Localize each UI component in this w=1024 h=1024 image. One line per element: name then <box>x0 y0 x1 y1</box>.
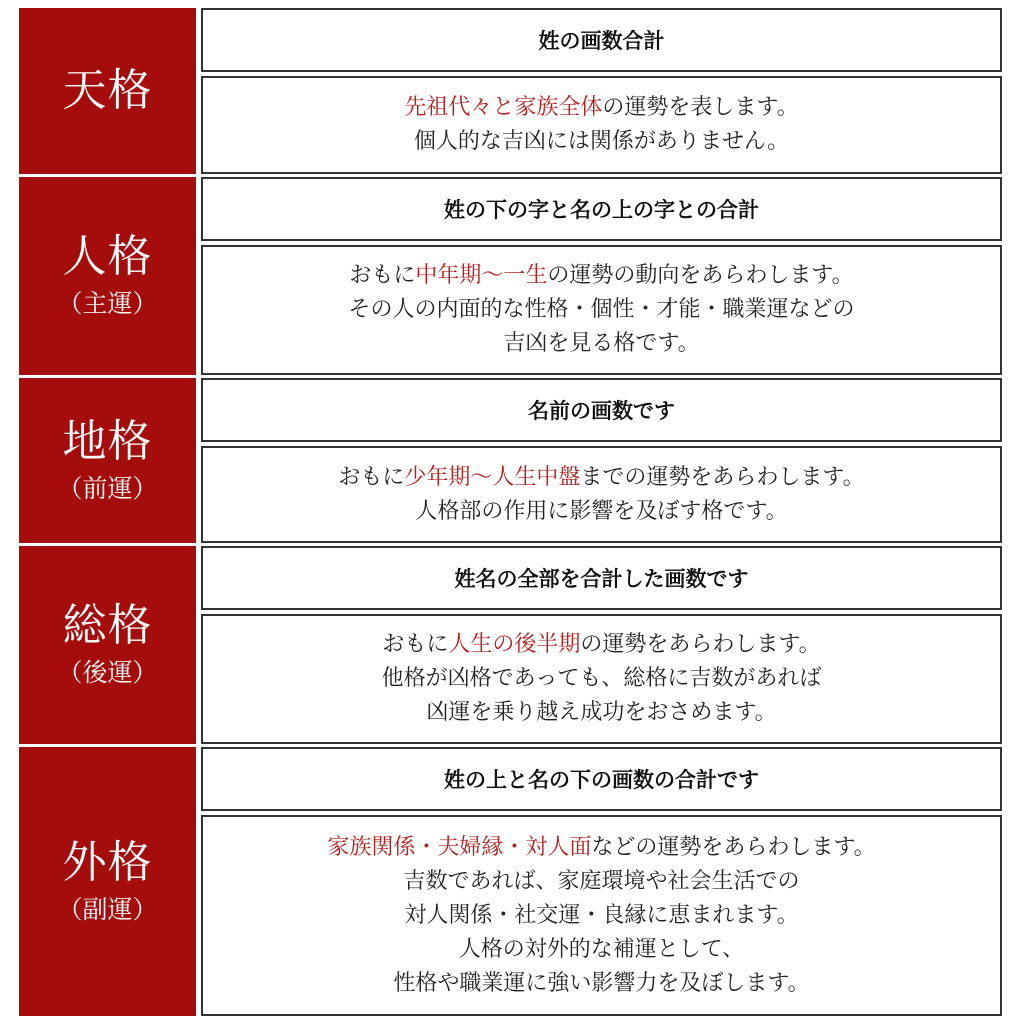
text: 他格が凶格であっても、総格に吉数があれば <box>381 666 822 691</box>
text: の運勢の動向をあらわします。 <box>547 263 854 288</box>
description-line <box>393 967 809 1001</box>
description-line <box>403 865 799 899</box>
header-text: 姓名の全部を合計した画数です <box>454 567 749 591</box>
header-cell <box>201 177 1002 241</box>
header-cell <box>201 8 1002 72</box>
text: 対人関係・社交運・良縁に恵まれます。 <box>404 902 799 928</box>
kaku-sub: （副運） <box>57 894 158 924</box>
description-line <box>382 628 820 662</box>
text: 吉凶を見る格です。 <box>503 331 700 356</box>
kaku-label <box>19 177 196 375</box>
kaku-name: 人格 <box>62 231 153 282</box>
kaku-name: 地格 <box>62 415 153 467</box>
highlight-text: 人生の後半期 <box>448 632 581 657</box>
description-line <box>426 696 776 730</box>
description-cell <box>201 245 1002 375</box>
description-line <box>338 461 864 495</box>
description-cell <box>201 446 1002 543</box>
text: おもに <box>349 263 416 288</box>
text: その人の内面的な性格・個性・才能・職業運などの <box>348 297 855 322</box>
description-line <box>348 293 854 327</box>
header-cell <box>201 747 1002 811</box>
description-cell <box>201 815 1002 1016</box>
description-cell <box>201 614 1002 744</box>
row-jinkaku <box>0 177 1024 375</box>
text: 人格の対外的な補運として、 <box>458 936 745 962</box>
kaku-label <box>19 747 196 1016</box>
text: 吉数であれば、家庭環境や社会生活での <box>403 868 800 894</box>
header-text: 姓の上と名の下の画数の合計です <box>444 768 759 792</box>
header-text: 名前の画数です <box>528 399 675 423</box>
text: 個人的な吉凶には関係がありません。 <box>413 129 790 154</box>
kaku-sub: （主運） <box>57 289 158 318</box>
kaku-label <box>19 8 196 174</box>
header-text: 姓の画数合計 <box>538 29 665 53</box>
description-line <box>415 495 787 529</box>
row-soukaku <box>0 546 1024 744</box>
row-gaikaku <box>0 747 1024 1016</box>
description-line <box>404 899 798 933</box>
header-text: 姓の下の字と名の上の字との合計 <box>444 198 759 222</box>
description-cell <box>201 76 1002 174</box>
description-line <box>503 327 699 361</box>
description-line <box>414 125 789 159</box>
description-line <box>349 259 853 293</box>
kaku-name: 総格 <box>62 600 153 651</box>
kaku-sub: （後運） <box>57 658 158 687</box>
highlight-text: 先祖代々と家族全体 <box>404 95 603 120</box>
kaku-sub: （前運） <box>57 473 158 503</box>
text: の運勢をあらわします。 <box>580 632 821 657</box>
kaku-name: 天格 <box>62 65 153 116</box>
highlight-text: 家族関係・夫婦縁・対人面 <box>327 834 592 860</box>
row-chikaku <box>0 378 1024 543</box>
highlight-text: 中年期〜一生 <box>415 263 548 288</box>
kaku-label <box>19 546 196 744</box>
description-line <box>459 933 745 967</box>
kaku-name: 外格 <box>62 836 153 888</box>
text: 性格や職業運に強い影響力を及ぼします。 <box>393 970 810 996</box>
text: 人格部の作用に影響を及ぼす格です。 <box>415 498 788 524</box>
text: などの運勢をあらわします。 <box>591 834 876 860</box>
description-line <box>404 91 798 125</box>
text: 凶運を乗り越え成功をおさめます。 <box>426 700 777 725</box>
text: の運勢を表します。 <box>602 95 799 120</box>
header-cell <box>201 378 1002 442</box>
kaku-label <box>19 378 196 543</box>
description-line <box>382 662 822 696</box>
row-tenkaku <box>0 8 1024 174</box>
description-line <box>327 831 875 865</box>
text: おもに <box>338 464 405 490</box>
text: までの運勢をあらわします。 <box>580 464 865 490</box>
text: おもに <box>382 632 449 657</box>
header-cell <box>201 546 1002 610</box>
highlight-text: 少年期〜人生中盤 <box>404 464 581 490</box>
